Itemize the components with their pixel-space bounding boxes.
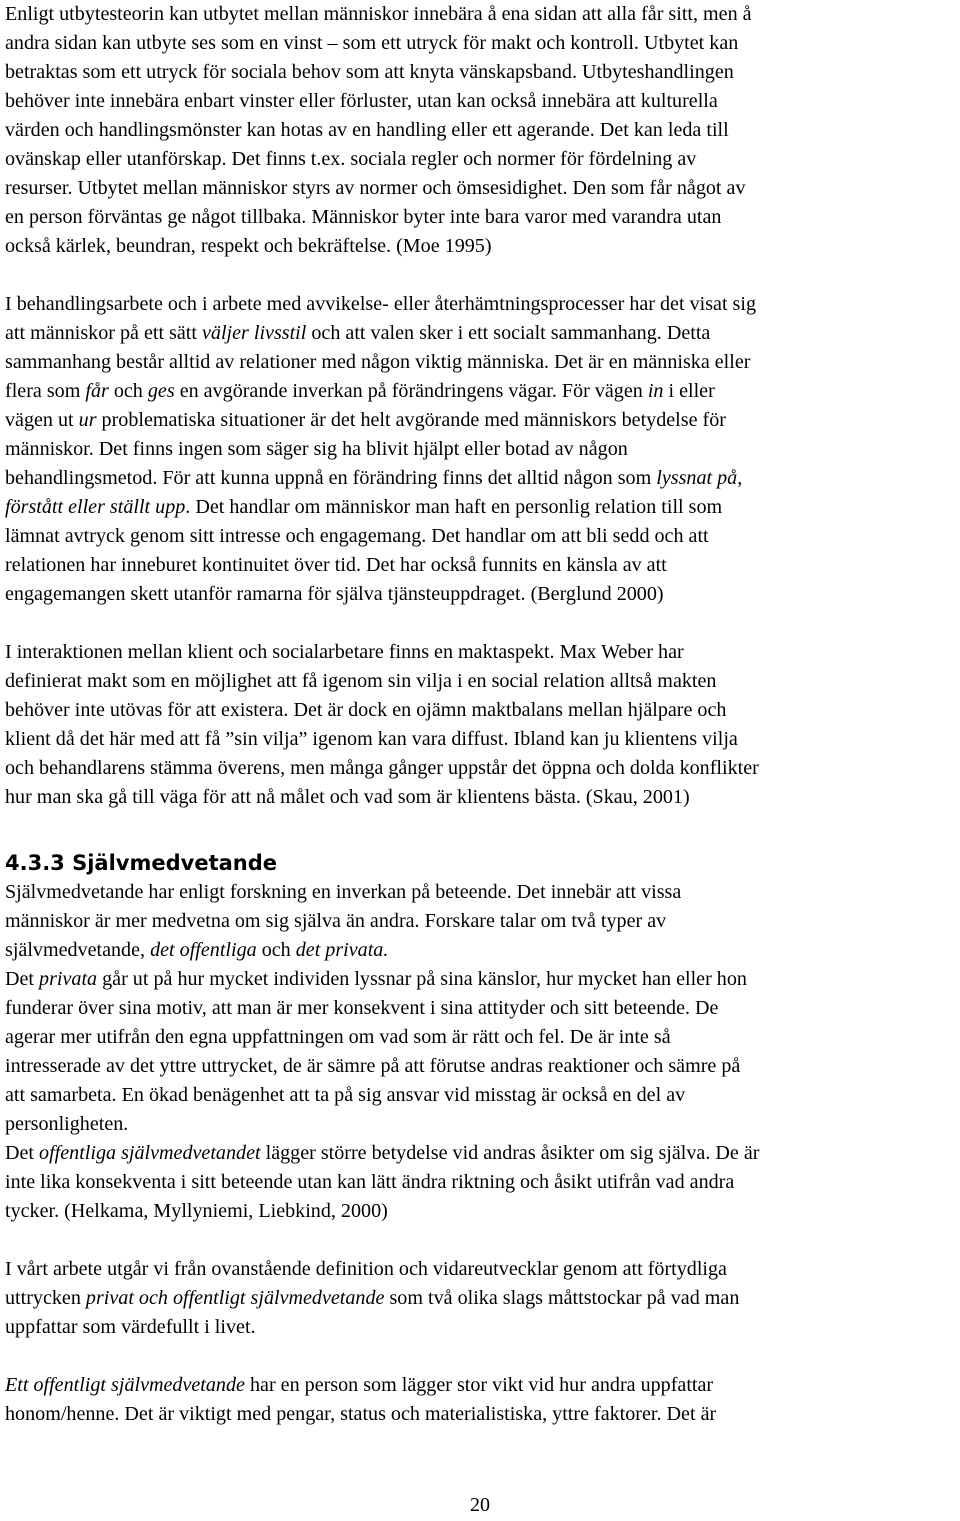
text-segment: . Det handlar om människor man haft en personlig relation till som <box>185 496 723 518</box>
text-line <box>5 580 957 609</box>
text-segment: sammanhang består alltid av relationer med någon viktig människa. Det är en människa eller <box>5 351 751 373</box>
text-line <box>5 116 957 145</box>
text-line <box>5 290 957 319</box>
text-segment: Det <box>5 1142 40 1164</box>
italic-text: lyssnat på, <box>656 467 743 489</box>
text-segment: I interaktionen mellan klient och socialarbetare finns en maktaspekt. Max Weber har <box>5 641 684 663</box>
text-segment: funderar över sina motiv, att man är mer konsekvent i sina attityder och sitt beteende. De <box>5 997 719 1019</box>
text-segment: uttrycken <box>5 1287 86 1309</box>
text-segment: att människor på ett sätt <box>5 322 202 344</box>
text-line <box>5 1313 957 1342</box>
text-line <box>5 994 957 1023</box>
text-line <box>5 203 957 232</box>
text-line <box>5 1081 957 1110</box>
text-line <box>5 936 957 965</box>
text-segment: i eller <box>663 380 715 402</box>
paragraph-p1 <box>5 0 957 261</box>
text-line <box>5 1400 957 1429</box>
text-segment: inte lika konsekventa i sitt beteende utan kan lätt ändra riktning och åsikt utifrån vad andra <box>5 1171 735 1193</box>
text-line <box>5 493 957 522</box>
text-line <box>5 1284 957 1313</box>
text-line <box>5 348 957 377</box>
paragraph-s5 <box>5 1371 957 1429</box>
italic-text: det privata. <box>295 939 389 961</box>
text-line <box>5 754 957 783</box>
italic-text: in <box>647 380 664 402</box>
text-line <box>5 965 957 994</box>
italic-text: det offentliga <box>150 939 257 961</box>
text-line <box>5 1168 957 1197</box>
text-segment: personligheten. <box>5 1113 129 1135</box>
text-segment: människor är mer medvetna om sig själva än andra. Forskare talar om två typer av <box>5 910 667 932</box>
text-line <box>5 319 957 348</box>
page-number: 20 <box>470 1494 490 1516</box>
text-segment: som två olika slags måttstockar på vad man <box>384 1287 740 1309</box>
text-segment: behöver inte utövas för att existera. Det är dock en ojämn maktbalans mellan hjälpare och <box>5 699 727 721</box>
text-line <box>5 1371 957 1400</box>
text-segment: lämnat avtryck genom sitt intresse och engagemang. Det handlar om att bli sedd och att <box>5 525 709 547</box>
text-segment: Det <box>5 968 40 990</box>
text-segment: hur man ska gå till väga för att nå målet och vad som är klientens bästa. (Skau, 2001) <box>5 786 690 808</box>
italic-text: Ett offentligt självmedvetande <box>5 1374 245 1396</box>
text-segment: och att valen sker i ett socialt sammanhang. Detta <box>306 322 711 344</box>
text-line <box>5 232 957 261</box>
text-segment: lägger större betydelse vid andras åsikter om sig själva. De är <box>260 1142 760 1164</box>
text-segment: och <box>108 380 148 402</box>
text-segment: I behandlingsarbete och i arbete med avvikelse- eller återhämtningsprocesser har det visat sig <box>5 293 756 315</box>
text-segment: I vårt arbete utgår vi från ovanstående definition och vidareutvecklar genom att förtydliga <box>5 1258 727 1280</box>
text-segment: uppfattar som värdefullt i livet. <box>5 1316 256 1338</box>
italic-text: förstått eller ställt upp <box>5 496 186 518</box>
text-line <box>5 1023 957 1052</box>
paragraph-gap <box>5 1342 957 1371</box>
text-line <box>5 638 957 667</box>
text-segment: vägen ut <box>5 409 79 431</box>
text-segment: går ut på hur mycket individen lyssnar på sina känslor, hur mycket han eller hon <box>97 968 747 990</box>
italic-text: ur <box>78 409 97 431</box>
text-line <box>5 725 957 754</box>
text-segment: klient då det här med att få ”sin vilja” igenom kan vara diffust. Ibland kan ju klientens vilja <box>5 728 738 750</box>
text-segment: intresserade av det yttre uttrycket, de är sämre på att förutse andras reaktioner och sämre på <box>5 1055 741 1077</box>
section-text <box>5 878 957 1429</box>
text-segment: definierat makt som en möjlighet att få igenom sin vilja i en social relation alltså makten <box>5 670 717 692</box>
text-segment: behöver inte innebära enbart vinster eller förluster, utan kan också innebära att kulturella <box>5 90 718 112</box>
paragraph-s3 <box>5 1139 957 1226</box>
text-segment: att samarbeta. En ökad benägenhet att ta på sig ansvar vid misstag är också en del av <box>5 1084 686 1106</box>
italic-text: väljer livsstil <box>201 322 307 344</box>
text-line <box>5 907 957 936</box>
italic-text: får <box>85 380 109 402</box>
text-line <box>5 29 957 58</box>
text-line <box>5 522 957 551</box>
text-segment: problematiska situationer är det helt avgörande med människors betydelse för <box>96 409 726 431</box>
text-segment: betraktas som ett utryck för sociala behov som att knyta vänskapsband. Utbyteshandlingen <box>5 61 734 83</box>
text-line <box>5 1110 957 1139</box>
text-segment: också kärlek, beundran, respekt och bekräftelse. (Moe 1995) <box>5 235 492 257</box>
text-segment: behandlingsmetod. För att kunna uppnå en förändring finns det alltid någon som <box>5 467 657 489</box>
text-line <box>5 406 957 435</box>
text-line <box>5 0 957 29</box>
paragraph-s1 <box>5 878 957 965</box>
text-line <box>5 174 957 203</box>
text-segment: har en person som lägger stor vikt vid hur andra uppfattar <box>244 1374 714 1396</box>
text-line <box>5 878 957 907</box>
paragraph-s4 <box>5 1255 957 1342</box>
text-line <box>5 87 957 116</box>
text-segment: Enligt utbytesteorin kan utbytet mellan människor innebära å ena sidan att alla får sitt, men å <box>5 3 752 25</box>
intro-text <box>5 0 957 812</box>
text-segment: och behandlarens stämma överens, men många gånger uppstår det öppna och dolda konflikter <box>5 757 759 779</box>
text-segment: honom/henne. Det är viktigt med pengar, status och materialistiska, yttre faktorer. Det är <box>5 1403 717 1425</box>
document-page <box>5 0 957 1521</box>
text-segment: andra sidan kan utbyte ses som en vinst – som ett utryck för makt och kontroll. Utbytet kan <box>5 32 739 54</box>
italic-text: offentliga självmedvetandet <box>39 1142 261 1164</box>
italic-text: ges <box>147 380 175 402</box>
paragraph-gap <box>5 1226 957 1255</box>
text-line <box>5 1139 957 1168</box>
paragraph-gap <box>5 261 957 290</box>
text-line <box>5 435 957 464</box>
text-segment: resurser. Utbytet mellan människor styrs av normer och ömsesidighet. Den som får något av <box>5 177 746 199</box>
text-line <box>5 1052 957 1081</box>
text-line <box>5 1255 957 1284</box>
text-segment: en person förväntas ge något tillbaka. Människor byter inte bara varor med varandra utan <box>5 206 722 228</box>
paragraph-p3 <box>5 638 957 812</box>
text-segment: Självmedvetande har enligt forskning en inverkan på beteende. Det innebär att vissa <box>5 881 682 903</box>
text-line <box>5 464 957 493</box>
paragraph-gap <box>5 609 957 638</box>
heading-spacer <box>5 812 957 846</box>
text-line <box>5 783 957 812</box>
text-segment: en avgörande inverkan på förändringens vägar. För vägen <box>174 380 648 402</box>
text-line <box>5 667 957 696</box>
text-segment: värden och handlingsmönster kan hotas av en handling eller ett agerande. Det kan leda till <box>5 119 729 141</box>
text-line <box>5 696 957 725</box>
text-line <box>5 58 957 87</box>
text-segment: tycker. (Helkama, Myllyniemi, Liebkind, 2000) <box>5 1200 388 1222</box>
italic-text: privata <box>39 968 98 990</box>
text-line <box>5 377 957 406</box>
text-segment: flera som <box>5 380 86 402</box>
paragraph-s2 <box>5 965 957 1139</box>
text-segment: och <box>256 939 296 961</box>
text-segment: relationen har inneburet kontinuitet över tid. Det har också funnits en känsla av att <box>5 554 667 576</box>
paragraph-p2 <box>5 290 957 609</box>
text-line <box>5 551 957 580</box>
italic-text: privat och offentligt självmedvetande <box>85 1287 385 1309</box>
text-segment: agerar mer utifrån den egna uppfattningen om vad som är rätt och fel. De är inte så <box>5 1026 671 1048</box>
text-segment: människor. Det finns ingen som säger sig ha blivit hjälpt eller botad av någon <box>5 438 628 460</box>
text-line <box>5 1197 957 1226</box>
section-heading: 4.3.3 Självmedvetande <box>5 851 278 875</box>
text-segment: ovänskap eller utanförskap. Det finns t.ex. sociala regler och normer för fördelning av <box>5 148 697 170</box>
text-segment: självmedvetande, <box>5 939 151 961</box>
text-line <box>5 145 957 174</box>
text-segment: engagemangen skett utanför ramarna för själva tjänsteuppdraget. (Berglund 2000) <box>5 583 664 605</box>
